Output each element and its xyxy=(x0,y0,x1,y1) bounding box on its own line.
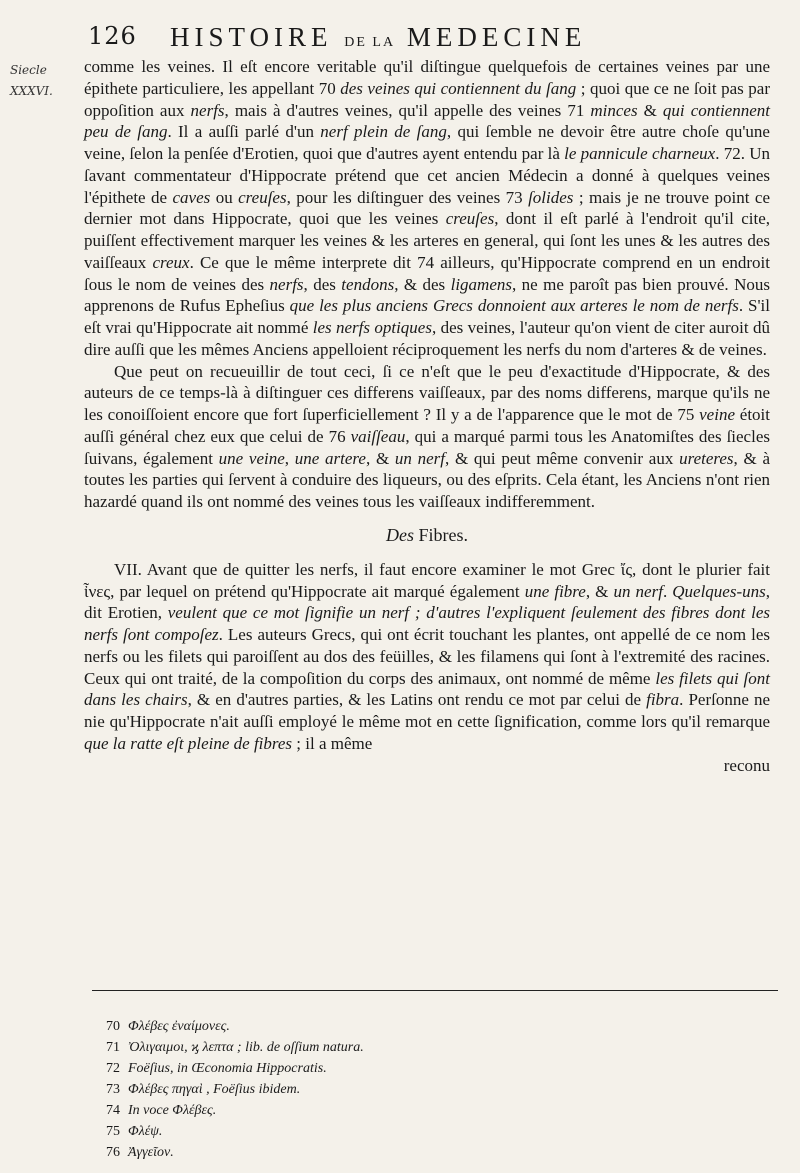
paragraph-3: VII. Avant que de quitter les nerfs, il faut encore examiner le mot Grec ἴς, dont le plurier fait ἶνες, par lequel on prétend qu'Hippocrate ait marqué également une fibre, & un nerf. Quelques-uns, dit Erotien, veulent que ce mot ſignifie un nerf ; d'autres l'expliquent ſeulement des fibres dont les nerfs ſont compoſez. Les auteurs Grecs, qui ont écrit touchant les plantes, ont appellé de ce nom les nerfs ou les filets qui paroiſſent au dos des feüilles, & les filamens qui ſont à l'extremité des racines. Ceux qui ont traité, de la compoſition du corps des animaux, ont nommé de même les filets qui ſont dans les chairs, & en d'autres parties, & les Latins ont rendu ce mot par celui de fibra. Perſonne ne nie qu'Hippocrate n'ait auſſi employé le même mot en cette ſignification, comme lors qu'il remarque que la ratte eſt pleine de fibres ; il a même xyxy=(84,559,771,753)
footnote-74: 74 In voce Φλέβες. xyxy=(106,1103,217,1118)
margin-note xyxy=(10,60,72,102)
running-title-histoire: HISTOIRE xyxy=(170,22,333,52)
section-heading-roman: Fibres. xyxy=(418,524,468,545)
section-heading-italic: Des xyxy=(386,524,414,545)
running-header xyxy=(88,14,788,52)
running-title xyxy=(170,22,586,53)
paragraph-2: Que peut on recueuillir de tout ceci, ſi ce n'eſt que le peu d'exactitude d'Hippocrate, & des auteurs de ce temps-là à diſtinguer ces differens vaiſſeaux, par des noms differens, marque qu'ils ne les conoiſſoient encore que fort ſuperficiellement ? Il y a de l'apparence que le mot de 75 veine étoit auſſi général chez eux que celui de 76 vaiſſeau, qui a marqué parmi tous les Anatomiſtes des ſiecles ſuivans, également une veine, une artere, & un nerf, & qui peut même convenir aux ureteres, & à toutes les parties qui ſervent à conduire des liqueurs, ou des eſprits. Cela étant, les Anciens n'ont rien hazardé quand ils ont nommé des veines tous les vaiſſeaux indifferemment. xyxy=(84,361,770,511)
footnote-70: 70 Φλέβες ἐναίμονες. xyxy=(106,1019,230,1034)
footnote-71: 71 Ὀλιγαιμοι, ϗ λεπτα ; lib. de oſſium natura. xyxy=(106,1040,364,1055)
margin-note-number: XXXVI. xyxy=(10,84,53,98)
footnote-rule xyxy=(92,990,778,991)
page-number: 126 xyxy=(88,22,137,50)
running-title-de-la: DE LA xyxy=(344,35,396,50)
footnote-76: 76 Ἀγγεῖον. xyxy=(106,1145,174,1160)
body-text xyxy=(84,56,770,776)
paragraph-1: comme les veines. Il eſt encore veritable qu'il diſtingue quelquefois de certaines veines par une épithete particuliere, les appellant 70 des veines qui contiennent du ſang ; quoi que ce ne ſoit pas par oppoſition aux nerfs, mais à d'autres veines, qu'il appelle des veines 71 minces & qui contiennent peu de ſang. Il a auſſi parlé d'un nerf plein de ſang, qui ſemble ne devoir être autre choſe qu'une veine, ſelon la penſée d'Erotien, quoi que d'autres ayent entendu par là le pannicule charneux. 72. Un ſavant commentateur d'Hippocrate prétend que cet ancien Médecin a donné à quelques veines l'épithete de caves ou creuſes, pour les diſtinguer des veines 73 ſolides ; mais je ne trouve point ce dernier mot dans Hippocrate, quoi que les veines creuſes, dont il eſt parlé à l'endroit qu'il cite, puiſſent effectivement marquer les veines & les arteres en general, qui ſont les unes & les autres des vaiſſeaux creux. Ce que le même interprete dit 74 ailleurs, qu'Hippocrate comprend en un endroit ſous le nom de veines des nerfs, des tendons, & des ligamens, ne me paroît pas bien prouvé. Nous apprenons de Rufus Epheſius que les plus anciens Grecs donnoient aux arteres le nom de nerfs. S'il eſt vrai qu'Hippocrate ait nommé les nerfs optiques, des veines, l'auteur qu'on vient de citer auroit dû dire auſſi que les mêmes Anciens appelloient réciproquement les nerfs du nom d'arteres & de veines. xyxy=(84,57,771,359)
footnote-72: 72 Foëſius, in Œconomia Hippocratis. xyxy=(106,1061,327,1076)
running-title-medecine: MEDECINE xyxy=(406,22,587,52)
catchword: reconu xyxy=(723,755,770,775)
footnote-75: 75 Φλέψ. xyxy=(106,1124,163,1139)
section-heading-des-fibres xyxy=(84,521,770,549)
footnote-73: 73 Φλέβες πηγαὶ , Foëſius ibidem. xyxy=(106,1082,301,1097)
margin-note-siecle: Siecle xyxy=(10,63,47,77)
footnotes xyxy=(106,1016,706,1163)
